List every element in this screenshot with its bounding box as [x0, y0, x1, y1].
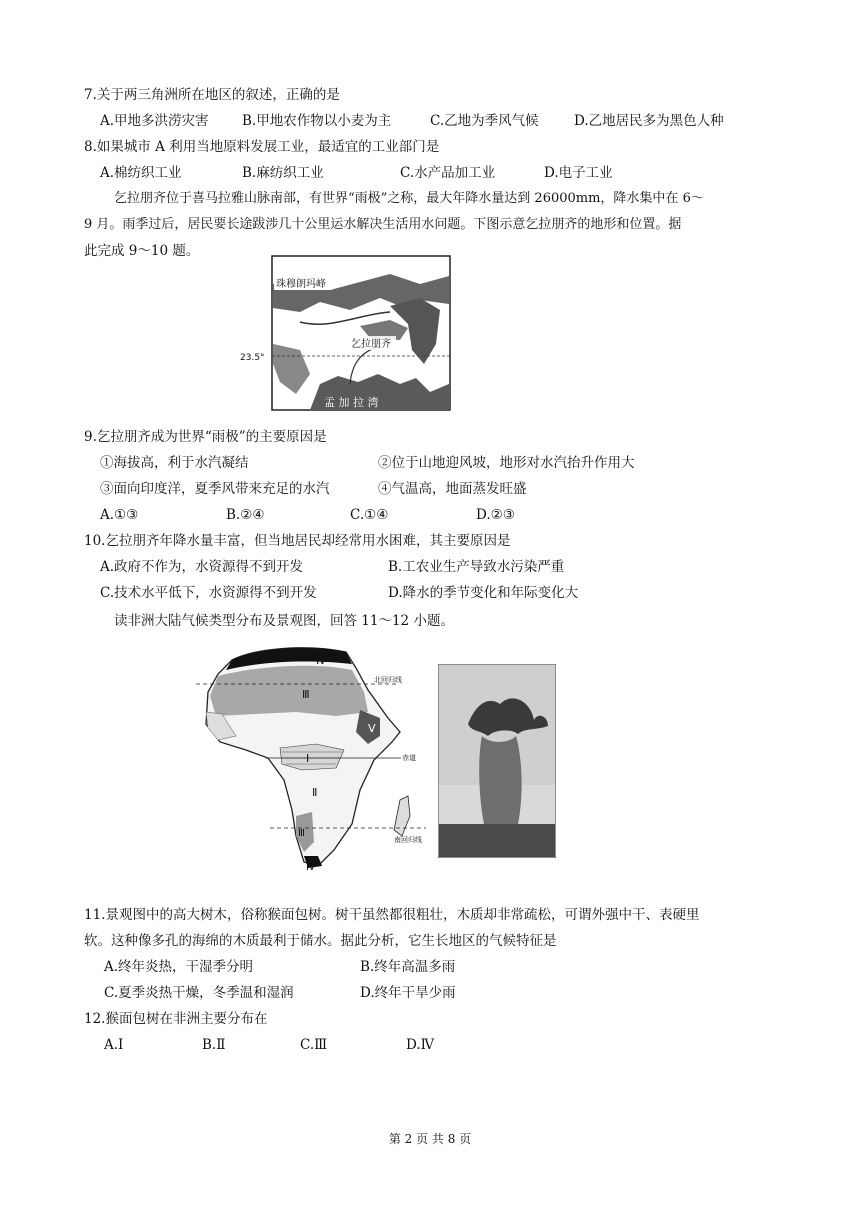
zone-iv-north-label: Ⅳ	[316, 654, 327, 667]
q11-option-c: C.夏季炎热干燥，冬季温和湿润	[104, 985, 294, 1001]
page-footer: 第 2 页 共 8 页	[388, 1132, 472, 1146]
q8-option-b: B.麻纺织工业	[242, 165, 324, 181]
q9-statement-4: ④气温高，地面蒸发旺盛	[378, 481, 527, 497]
q12-option-c: C.Ⅲ	[300, 1037, 328, 1053]
latitude-label: 23.5°	[240, 353, 265, 363]
q10-option-a: A.政府不作为，水资源得不到开发	[100, 559, 304, 575]
q9-statement-2: ②位于山地迎风坡，地形对水汽抬升作用大	[378, 455, 635, 471]
zone-rainforest	[280, 744, 344, 770]
africa-climate-svg	[196, 640, 432, 874]
q8-option-d: D.电子工业	[544, 165, 613, 181]
question-11-line-1: 11.景观图中的高大树木，俗称猴面包树。树干虽然都很粗壮，木质却非常疏松，可谓外强中干、表硬里	[84, 907, 700, 923]
q10-option-d: D.降水的季节变化和年际变化大	[388, 585, 579, 601]
q11-option-b: B.终年高温多雨	[360, 959, 456, 975]
q11-option-d: D.终年干旱少雨	[360, 985, 456, 1001]
q11-option-a: A.终年炎热，干湿季分明	[104, 959, 254, 975]
passage-1-line-1: 乞拉朋齐位于喜马拉雅山脉南部，有世界“雨极”之称，最大年降水量达到 26000mm，降水集中在 6～	[114, 191, 704, 206]
passage-1-line-3: 此完成 9～10 题。	[84, 243, 200, 259]
q9-statement-3: ③面向印度洋，夏季风带来充足的水汽	[100, 481, 330, 497]
zone-iv-south-label: Ⅳ	[306, 862, 316, 873]
zone-iii-north-label: Ⅲ	[302, 688, 310, 701]
q8-option-a: A.棉纺织工业	[100, 165, 182, 181]
tree-trunk	[479, 736, 521, 824]
q9-option-c: C.①④	[350, 507, 389, 523]
q7-option-c: C.乙地为季风气候	[430, 113, 539, 129]
ground-vegetation	[439, 824, 555, 857]
question-10-stem: 10.乞拉朋齐年降水量丰富，但当地居民却经常用水困难，其主要原因是	[84, 533, 511, 549]
equator-label: 赤道	[402, 754, 416, 762]
south-tropic-label: 南回归线	[394, 836, 422, 844]
question-8-stem: 8.如果城市 A 利用当地原料发展工业，最适宜的工业部门是	[84, 139, 440, 155]
zone-v-label: Ⅴ	[368, 722, 376, 735]
question-12-stem: 12.猴面包树在非洲主要分布在	[84, 1011, 268, 1027]
zone-desert-north	[210, 666, 368, 716]
q9-statement-1: ①海拔高，利于水汽凝结	[100, 455, 249, 471]
africa-climate-map	[196, 640, 432, 874]
q12-option-b: B.Ⅱ	[202, 1037, 226, 1053]
q7-option-d: D.乙地居民多为黑色人种	[574, 113, 724, 129]
q12-option-d: D.Ⅳ	[406, 1037, 435, 1053]
north-tropic-label: 北回归线	[374, 676, 402, 684]
passage-2: 读非洲大陆气候类型分布及景观图，回答 11～12 小题。	[114, 613, 454, 629]
bay-label: 孟 加 拉 湾	[324, 396, 379, 409]
q7-option-a: A.甲地多洪涝灾害	[100, 113, 209, 129]
q10-option-c: C.技术水平低下，水资源得不到开发	[100, 585, 317, 601]
question-7-stem: 7.关于两三角洲所在地区的叙述，正确的是	[84, 87, 340, 103]
zone-iii-south-label: Ⅲ	[298, 828, 305, 839]
baobab-photo	[438, 664, 556, 858]
passage-1-line-2: 9 月。雨季过后，居民要长途跋涉几十公里运水解决生活用水问题。下图示意乞拉朋齐的地形和位置。据	[84, 217, 682, 232]
zone-i-label: Ⅰ	[306, 752, 310, 765]
q10-option-b: B.工农业生产导致水污染严重	[388, 559, 565, 575]
question-9-stem: 9.乞拉朋齐成为世界“雨极”的主要原因是	[84, 429, 327, 445]
q9-option-d: D.②③	[476, 507, 515, 523]
cherrapunji-map	[240, 254, 460, 414]
baobab-photo-svg	[438, 664, 556, 858]
q7-option-b: B.甲地农作物以小麦为主	[242, 113, 392, 129]
madagascar	[394, 796, 410, 836]
q12-option-a: A.Ⅰ	[104, 1037, 124, 1053]
everest-label: 珠穆朗玛峰	[276, 279, 326, 290]
zone-ii-label: Ⅱ	[312, 786, 318, 799]
q9-option-a: A.①③	[100, 507, 139, 523]
question-11-line-2: 软。这种像多孔的海绵的木质最利于储水。据此分析，它生长地区的气候特征是	[84, 933, 557, 949]
q9-option-b: B.②④	[226, 507, 265, 523]
cherrapunji-map-svg	[240, 254, 460, 414]
cherrapunji-label: 乞拉朋齐	[351, 339, 391, 350]
q8-option-c: C.水产品加工业	[400, 165, 496, 181]
